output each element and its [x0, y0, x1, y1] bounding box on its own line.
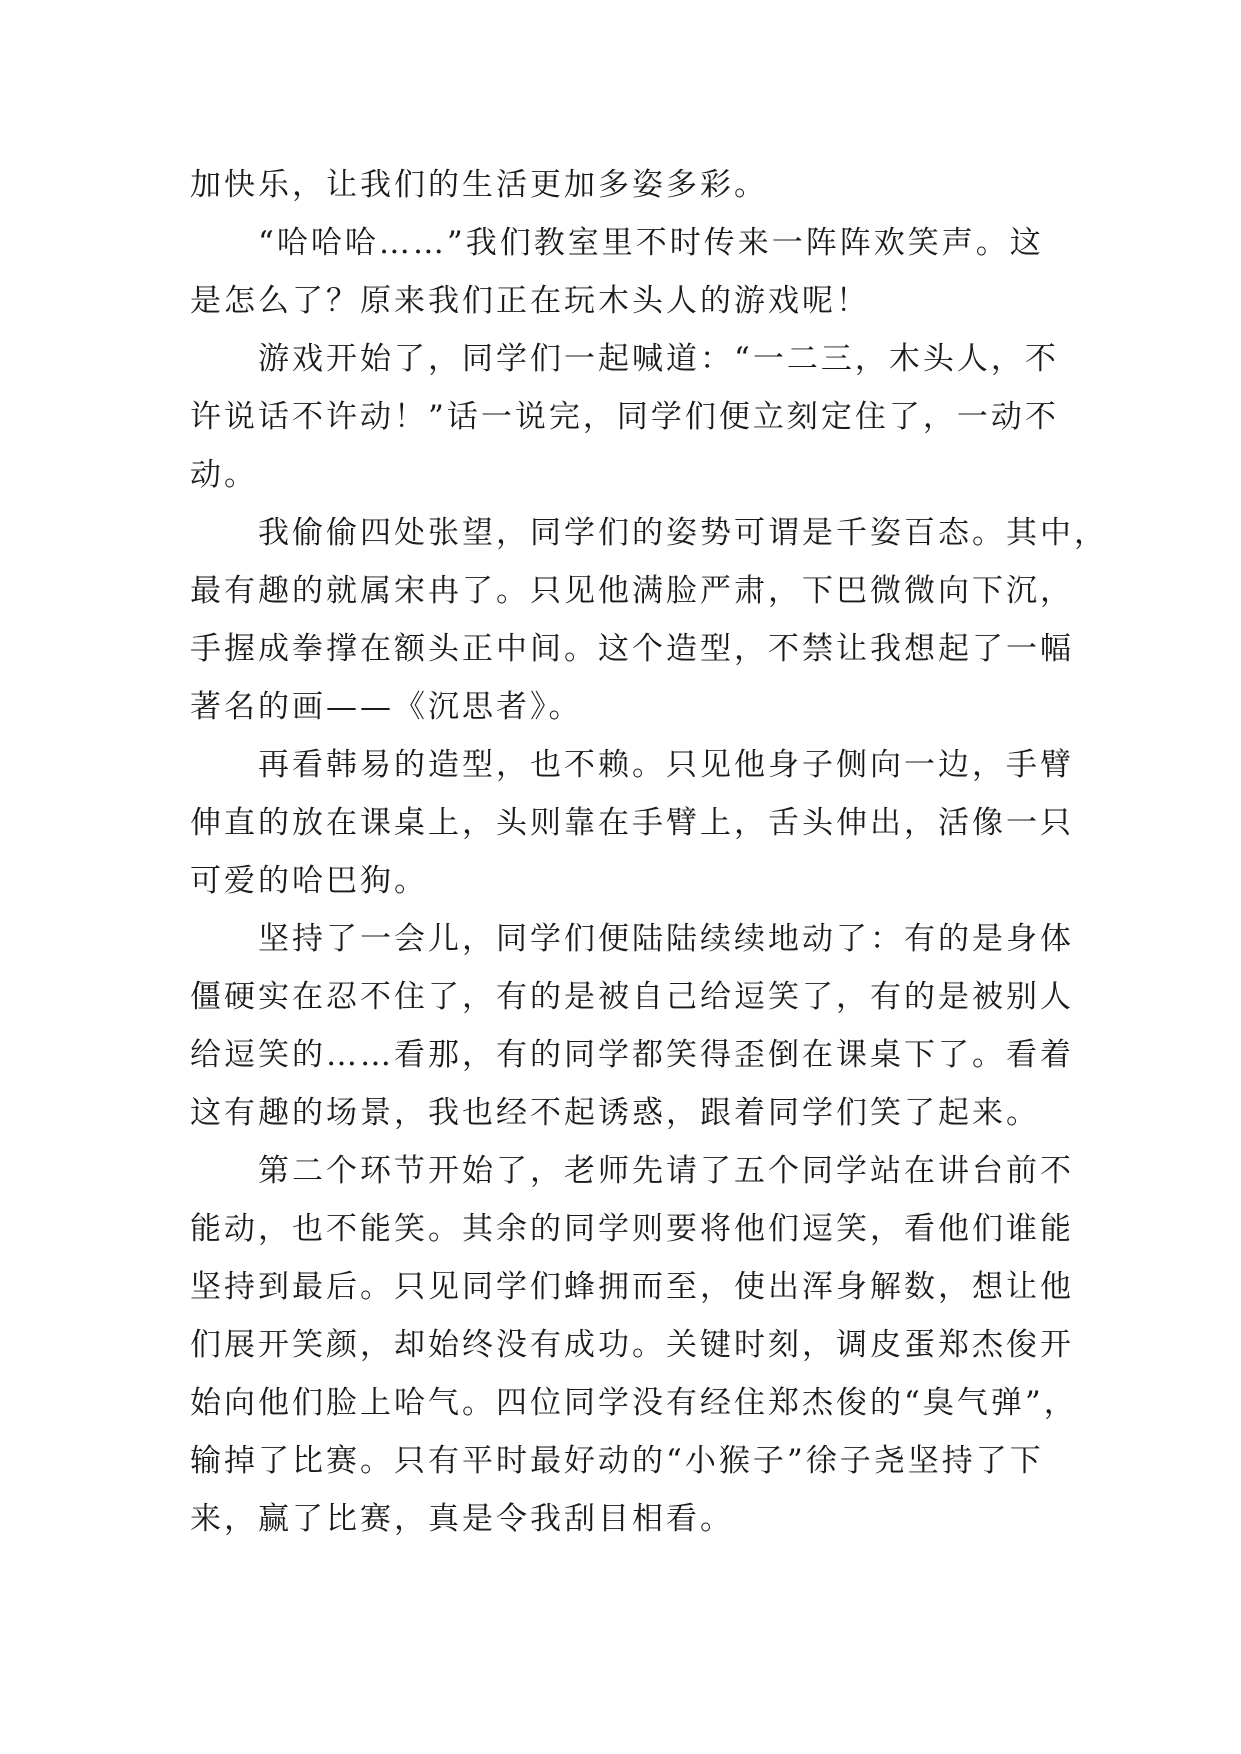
paragraph-start-line: 游戏开始了，同学们一起喊道：“一二三，木头人，不	[258, 341, 1059, 377]
text-line: 著名的画——《沉思者》。	[190, 689, 583, 725]
document-body	[190, 156, 1108, 1548]
text-line: 僵硬实在忍不住了，有的是被自己给逗笑了，有的是被别人	[190, 979, 1074, 1015]
text-line: 能动，也不能笑。其余的同学则要将他们逗笑，看他们谁能	[190, 1211, 1074, 1247]
paragraph-start-line: “哈哈哈……”我们教室里不时传来一阵阵欢笑声。这	[258, 225, 1044, 261]
text-line: 加快乐，让我们的生活更加多姿多彩。	[190, 167, 768, 203]
text-line: 是怎么了？原来我们正在玩木头人的游戏呢！	[190, 283, 870, 319]
paragraph-start-line: 我偷偷四处张望，同学们的姿势可谓是千姿百态。其中，	[258, 515, 1108, 551]
text-line: 给逗笑的……看那，有的同学都笑得歪倒在课桌下了。看着	[190, 1037, 1074, 1073]
text-line: 可爱的哈巴狗。	[190, 863, 428, 899]
text-line: 始向他们脸上哈气。四位同学没有经住郑杰俊的“臭气弹”，	[190, 1385, 1078, 1421]
text-line: 这有趣的场景，我也经不起诱惑，跟着同学们笑了起来。	[190, 1095, 1040, 1131]
text-line: 手握成拳撑在额头正中间。这个造型，不禁让我想起了一幅	[190, 631, 1074, 667]
text-line: 许说话不许动！”话一说完，同学们便立刻定住了，一动不	[190, 399, 1059, 435]
text-line: 输掉了比赛。只有平时最好动的“小猴子”徐子尧坚持了下	[190, 1443, 1044, 1479]
text-line: 坚持到最后。只见同学们蜂拥而至，使出浑身解数，想让他	[190, 1269, 1074, 1305]
paragraph-start-line: 坚持了一会儿，同学们便陆陆续续地动了：有的是身体	[258, 921, 1074, 957]
text-line: 最有趣的就属宋冉了。只见他满脸严肃，下巴微微向下沉，	[190, 573, 1074, 609]
paragraph-start-line: 第二个环节开始了，老师先请了五个同学站在讲台前不	[258, 1153, 1074, 1189]
paragraph-start-line: 再看韩易的造型，也不赖。只见他身子侧向一边，手臂	[258, 747, 1074, 783]
text-line: 来，赢了比赛，真是令我刮目相看。	[190, 1501, 734, 1537]
text-line: 动。	[190, 457, 258, 493]
text-line: 们展开笑颜，却始终没有成功。关键时刻，调皮蛋郑杰俊开	[190, 1327, 1074, 1363]
text-line: 伸直的放在课桌上，头则靠在手臂上，舌头伸出，活像一只	[190, 805, 1074, 841]
